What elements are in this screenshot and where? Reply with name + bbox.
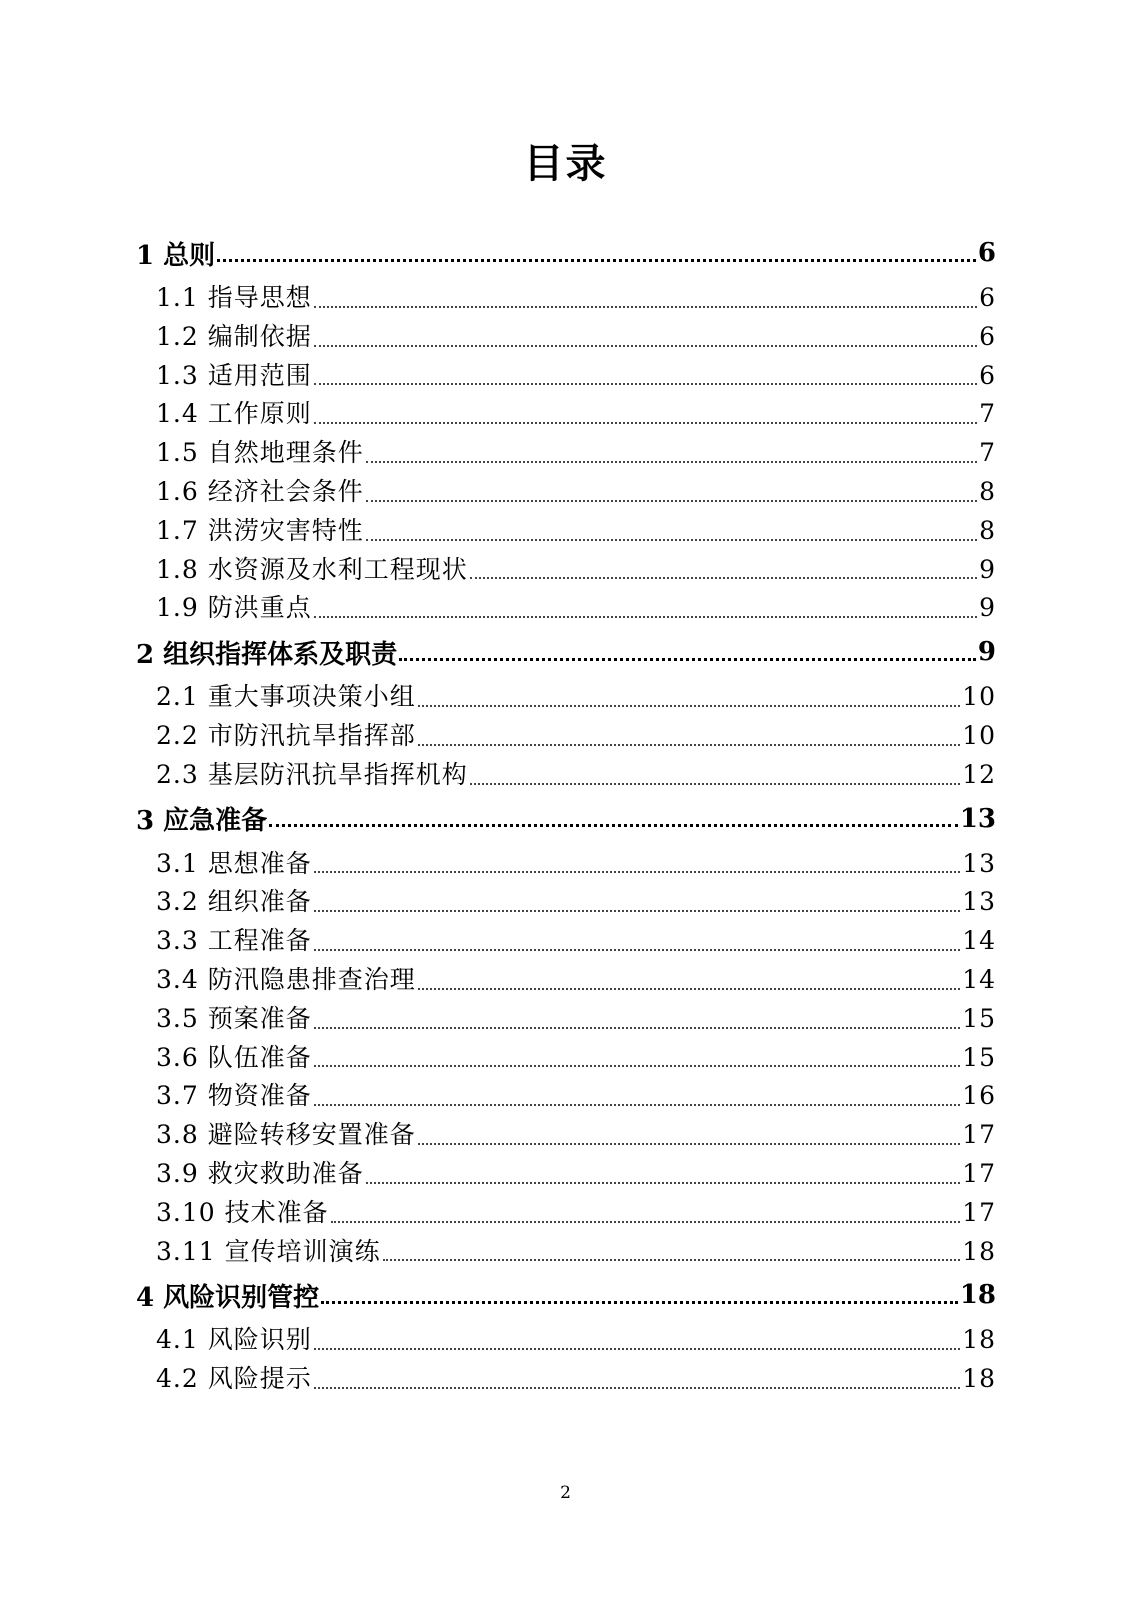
toc-dot-leader [418,1143,960,1145]
toc-dot-leader [331,1221,961,1223]
toc-entry-label: 2.1 重大事项决策小组 [156,682,416,712]
toc-section-entry[interactable] [136,960,996,999]
toc-entry-label: 1 总则 [136,240,216,271]
table-of-contents [136,228,996,1398]
toc-section-entry[interactable] [136,921,996,960]
toc-entry-page: 8 [979,476,996,506]
toc-entry-label: 3.4 防汛隐患排查治理 [156,964,416,994]
toc-entry-page: 7 [979,438,996,468]
toc-entry-page: 9 [977,637,996,668]
toc-section-entry[interactable] [136,716,996,755]
toc-chapter-entry[interactable] [136,1270,996,1320]
toc-entry-label: 3.1 思想准备 [156,848,312,878]
toc-entry-label: 4 风险识别管控 [136,1282,320,1313]
toc-section-entry[interactable] [136,999,996,1038]
toc-entry-label: 3.11 宣传培训演练 [156,1236,381,1266]
toc-dot-leader [314,345,977,347]
toc-section-entry[interactable] [136,1232,996,1271]
toc-entry-page: 18 [962,1364,996,1394]
toc-entry-page: 18 [962,1236,996,1266]
toc-section-entry[interactable] [136,1038,996,1077]
toc-entry-label: 4.1 风险识别 [156,1325,312,1355]
toc-entry-label: 1.1 指导思想 [156,283,312,312]
toc-dot-leader [418,744,960,746]
toc-dot-leader [314,1104,960,1106]
toc-entry-page: 13 [962,887,996,917]
toc-entry-page: 12 [962,759,996,789]
page-title: 目录 [523,140,608,187]
toc-dot-leader [321,1301,958,1304]
toc-dot-leader [399,658,976,661]
toc-dot-leader [314,306,977,308]
toc-dot-leader [366,500,977,502]
toc-dot-leader [314,1348,960,1350]
toc-section-entry[interactable] [136,844,996,883]
toc-section-entry[interactable] [136,550,996,589]
toc-dot-leader [314,949,960,951]
toc-entry-label: 3.3 工程准备 [156,926,312,956]
toc-section-entry[interactable] [136,317,996,356]
toc-dot-leader [314,616,977,618]
toc-entry-label: 1.6 经济社会条件 [156,476,364,506]
toc-section-entry[interactable] [136,356,996,395]
toc-dot-leader [418,988,960,990]
toc-entry-page: 17 [962,1158,996,1188]
toc-dot-leader [269,824,958,827]
toc-entry-page: 6 [977,238,996,268]
toc-entry-label: 3.2 组织准备 [156,887,312,917]
toc-dot-leader [383,1259,961,1261]
toc-entry-label: 1.9 防洪重点 [156,593,312,623]
toc-dot-leader [314,1065,960,1067]
toc-section-entry[interactable] [136,1076,996,1115]
toc-section-entry[interactable] [136,882,996,921]
toc-entry-page: 8 [979,515,996,545]
toc-section-entry[interactable] [136,755,996,794]
toc-dot-leader [314,910,960,912]
toc-entry-label: 2 组织指挥体系及职责 [136,639,398,670]
toc-entry-page: 10 [962,720,996,750]
toc-dot-leader [470,783,960,785]
toc-entry-label: 4.2 风险提示 [156,1364,312,1394]
toc-entry-page: 18 [962,1325,996,1355]
toc-section-entry[interactable] [136,511,996,550]
toc-section-entry[interactable] [136,1115,996,1154]
toc-entry-page: 15 [962,1003,996,1033]
toc-entry-page: 15 [962,1042,996,1072]
toc-entry-page: 14 [962,964,996,994]
toc-entry-page: 14 [962,926,996,956]
toc-dot-leader [470,577,977,579]
toc-entry-label: 1.7 洪涝灾害特性 [156,515,364,545]
toc-section-entry[interactable] [136,1320,996,1359]
toc-entry-page: 13 [959,803,996,834]
toc-entry-page: 6 [979,360,996,390]
toc-chapter-entry[interactable] [136,627,996,677]
toc-entry-label: 3.5 预案准备 [156,1003,312,1033]
toc-section-entry[interactable] [136,433,996,472]
toc-entry-page: 10 [962,682,996,712]
toc-dot-leader [314,383,977,385]
toc-chapter-entry[interactable] [136,228,996,278]
toc-entry-label: 1.2 编制依据 [156,321,312,351]
toc-entry-label: 1.3 适用范围 [156,360,312,390]
toc-entry-label: 2.3 基层防汛抗旱指挥机构 [156,759,468,789]
toc-dot-leader [366,461,977,463]
toc-section-entry[interactable] [136,1359,996,1398]
toc-dot-leader [366,1182,960,1184]
toc-section-entry[interactable] [136,394,996,433]
toc-entry-label: 1.5 自然地理条件 [156,438,364,468]
toc-section-entry[interactable] [136,1154,996,1193]
toc-entry-label: 3.7 物资准备 [156,1081,312,1111]
toc-entry-page: 7 [979,399,996,429]
toc-section-entry[interactable] [136,677,996,716]
toc-dot-leader [314,871,960,873]
toc-dot-leader [366,539,977,541]
toc-section-entry[interactable] [136,1193,996,1232]
toc-dot-leader [314,422,977,424]
toc-entry-page: 16 [962,1081,996,1111]
toc-entry-page: 17 [962,1120,996,1150]
toc-entry-label: 3 应急准备 [136,806,268,837]
toc-dot-leader [314,1027,960,1029]
toc-entry-label: 3.10 技术准备 [156,1197,329,1227]
toc-entry-label: 2.2 市防汛抗旱指挥部 [156,720,416,750]
toc-entry-page: 6 [979,283,996,312]
page-number: 2 [560,1483,571,1503]
toc-dot-leader [217,259,976,262]
toc-entry-page: 17 [962,1197,996,1227]
toc-entry-page: 6 [979,321,996,351]
toc-section-entry[interactable] [136,588,996,627]
toc-entry-page: 18 [959,1280,996,1311]
toc-entry-label: 1.8 水资源及水利工程现状 [156,554,468,584]
toc-entry-label: 3.8 避险转移安置准备 [156,1120,416,1150]
toc-section-entry[interactable] [136,278,996,317]
toc-dot-leader [314,1387,960,1389]
toc-dot-leader [418,705,960,707]
toc-entry-label: 3.6 队伍准备 [156,1042,312,1072]
toc-entry-label: 3.9 救灾救助准备 [156,1158,364,1188]
toc-entry-label: 1.4 工作原则 [156,399,312,429]
toc-chapter-entry[interactable] [136,794,996,844]
toc-section-entry[interactable] [136,472,996,511]
toc-entry-page: 13 [962,848,996,878]
toc-entry-page: 9 [979,593,996,623]
toc-entry-page: 9 [979,554,996,584]
